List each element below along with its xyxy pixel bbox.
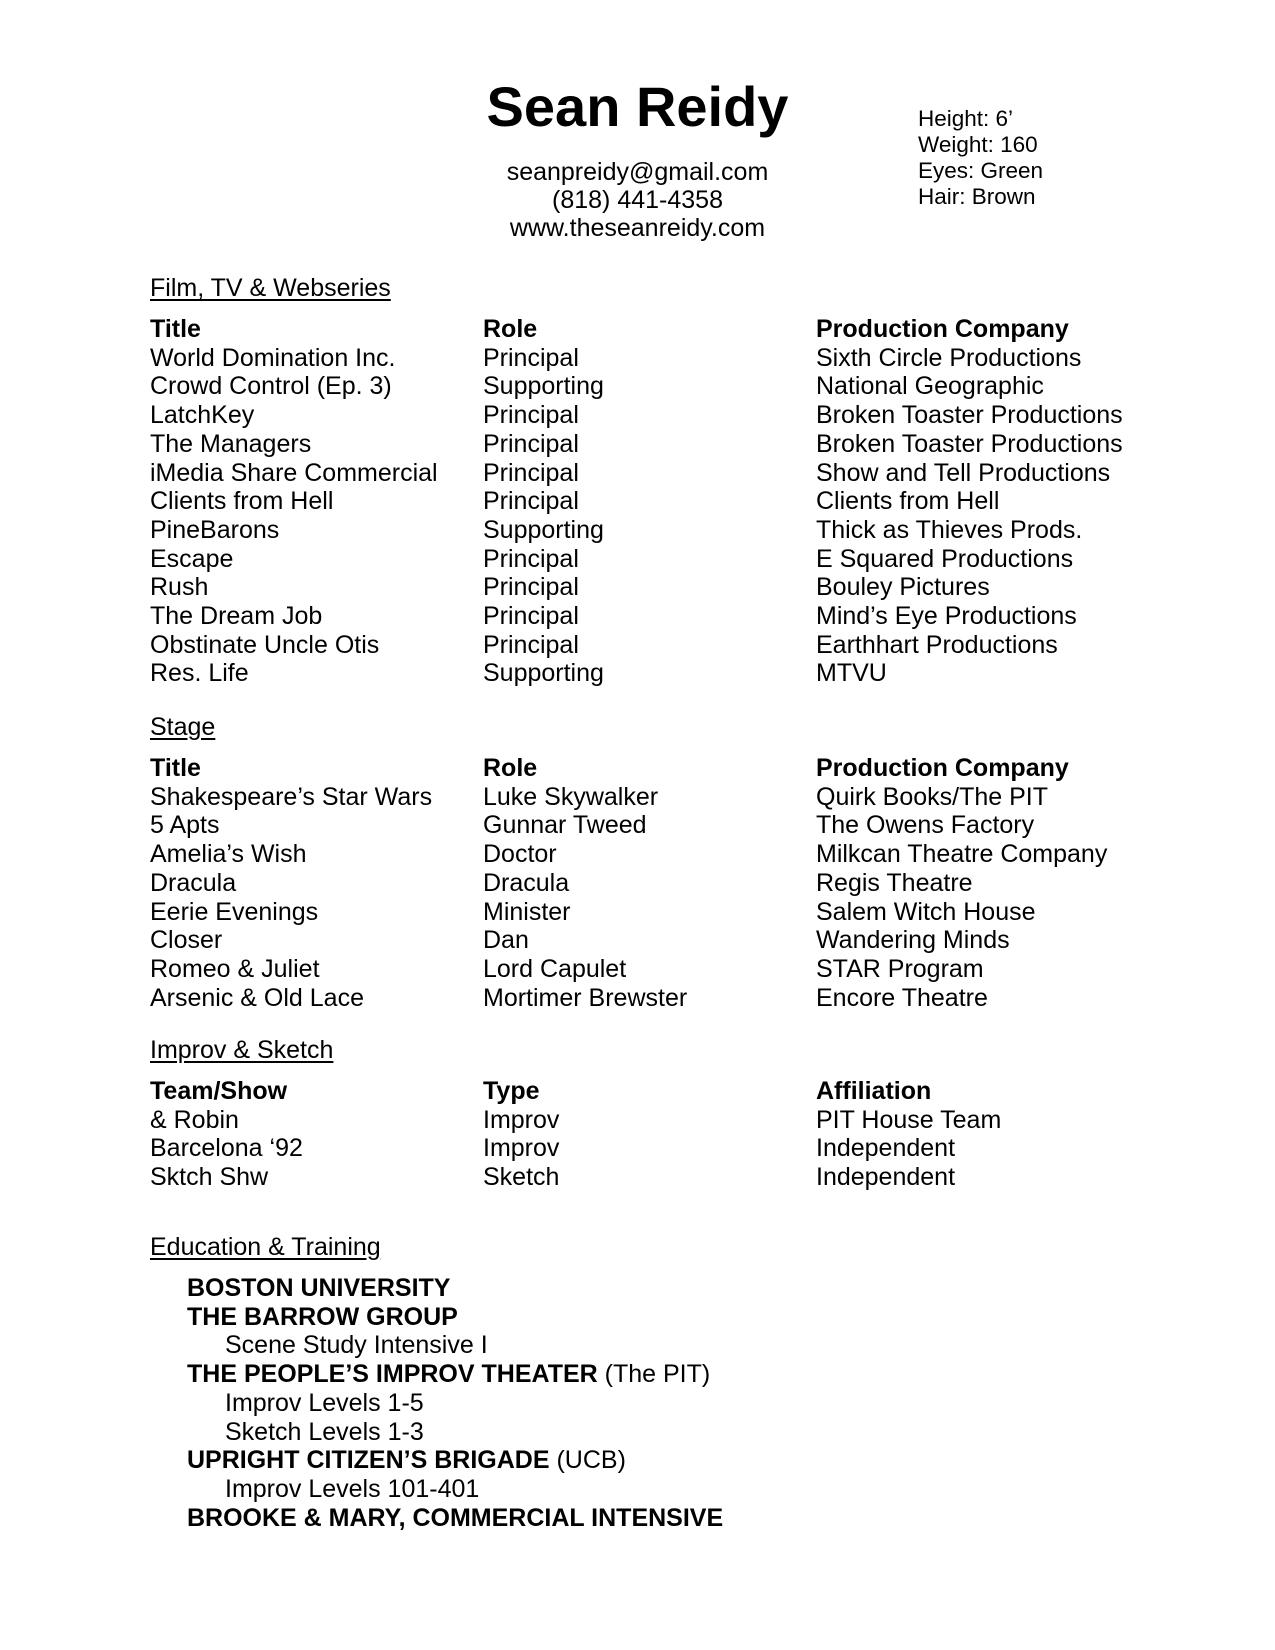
education-line [187, 1475, 723, 1504]
stage-cell: Eerie Evenings [150, 897, 319, 926]
education-detail: Improv Levels 1-5 [225, 1388, 424, 1417]
stage-cell: Romeo & Juliet [150, 954, 320, 983]
stage-cell: Luke Skywalker [483, 782, 659, 811]
film-column-header: Title [150, 315, 201, 343]
education-line [187, 1331, 723, 1360]
film-cell: Clients from Hell [150, 487, 334, 516]
education-institution: THE BARROW GROUP [187, 1302, 458, 1331]
film-col-title [150, 315, 438, 688]
film-cell: E Squared Productions [816, 544, 1074, 573]
improv-cell: PIT House Team [816, 1105, 1002, 1134]
resume-name: Sean Reidy [486, 75, 789, 138]
stat-eyes: Eyes: Green [918, 158, 1044, 183]
education-line [187, 1274, 723, 1303]
stage-cell: Dracula [483, 868, 570, 897]
film-cell: Supporting [483, 659, 604, 688]
film-cell: Principal [483, 401, 579, 430]
film-cell: National Geographic [816, 372, 1044, 401]
stage-cell: The Owens Factory [816, 811, 1035, 840]
film-cell: LatchKey [150, 401, 255, 430]
email: seanpreidy@gmail.com [506, 158, 769, 186]
education-detail: Scene Study Intensive I [225, 1331, 488, 1360]
education-line [187, 1360, 723, 1389]
film-cell: Earthhart Productions [816, 630, 1058, 659]
education-line [187, 1446, 723, 1475]
stage-cell: Dracula [150, 868, 237, 897]
film-column-header: Role [483, 315, 538, 343]
film-cell: Principal [483, 630, 579, 659]
education-detail: Improv Levels 101-401 [225, 1474, 480, 1503]
stat-height: Height: 6’ [918, 106, 1014, 131]
contact-block [0, 158, 1275, 242]
stage-cell: Mortimer Brewster [483, 983, 688, 1012]
film-cell: MTVU [816, 659, 887, 688]
stage-cell: Arsenic & Old Lace [150, 983, 364, 1012]
film-cell: World Domination Inc. [150, 343, 396, 372]
improv-cell: & Robin [150, 1105, 239, 1134]
film-cell: PineBarons [150, 515, 280, 544]
stage-cell: STAR Program [816, 954, 984, 983]
film-col-company [816, 315, 1123, 688]
film-cell: Rush [150, 573, 209, 602]
film-cell: The Managers [150, 429, 312, 458]
film-cell: iMedia Share Commercial [150, 458, 438, 487]
film-cell: Show and Tell Productions [816, 458, 1111, 487]
film-cell: Principal [483, 429, 579, 458]
stage-column-header: Title [150, 754, 201, 782]
stage-cell: Encore Theatre [816, 983, 988, 1012]
film-cell: Bouley Pictures [816, 573, 990, 602]
stage-cell: Lord Capulet [483, 954, 627, 983]
film-cell: Principal [483, 343, 579, 372]
education-institution: BOSTON UNIVERSITY [187, 1274, 451, 1302]
stage-cell: Shakespeare’s Star Wars [150, 782, 433, 811]
stage-cell: Milkcan Theatre Company [816, 840, 1108, 869]
improv-column-header: Type [483, 1077, 540, 1105]
stage-cell: Quirk Books/The PIT [816, 782, 1049, 811]
education-institution: BROOKE & MARY, COMMERCIAL INTENSIVE [187, 1503, 724, 1532]
film-col-role [483, 315, 604, 688]
film-cell: Obstinate Uncle Otis [150, 630, 380, 659]
film-cell: Principal [483, 487, 579, 516]
film-cell: Supporting [483, 372, 604, 401]
stage-cell: Closer [150, 926, 223, 955]
education-line [187, 1389, 723, 1418]
improv-cell: Independent [816, 1163, 956, 1192]
film-cell: Supporting [483, 515, 604, 544]
education-line [187, 1418, 723, 1447]
stage-col-company [816, 754, 1107, 1012]
stage-cell: Minister [483, 897, 571, 926]
film-cell: Clients from Hell [816, 487, 1000, 516]
stage-col-role [483, 754, 687, 1012]
stage-cell: Amelia’s Wish [150, 840, 307, 869]
section-title-education: Education & Training [150, 1233, 381, 1261]
improv-column-header: Affiliation [816, 1077, 932, 1105]
stat-hair: Hair: Brown [918, 184, 1036, 209]
improv-col-affiliation [816, 1077, 1001, 1192]
stage-cell: 5 Apts [150, 811, 220, 840]
improv-cell: Sktch Shw [150, 1163, 269, 1192]
improv-cell: Improv [483, 1134, 560, 1163]
film-cell: Broken Toaster Productions [816, 401, 1123, 430]
stage-column-header: Production Company [816, 754, 1069, 782]
stage-cell: Regis Theatre [816, 868, 973, 897]
section-title-stage: Stage [150, 713, 216, 741]
film-cell: Principal [483, 573, 579, 602]
section-title-film: Film, TV & Webseries [150, 274, 391, 302]
stage-cell: Doctor [483, 840, 557, 869]
film-cell: Mind’s Eye Productions [816, 602, 1077, 631]
stage-col-title [150, 754, 432, 1012]
education-line [187, 1303, 723, 1332]
stage-cell: Wandering Minds [816, 926, 1010, 955]
website: www.theseanreidy.com [509, 214, 766, 242]
film-cell: Broken Toaster Productions [816, 429, 1123, 458]
stage-column-header: Role [483, 754, 538, 782]
improv-cell: Independent [816, 1134, 956, 1163]
film-cell: Principal [483, 458, 579, 487]
education-institution: UPRIGHT CITIZEN’S BRIGADE [187, 1446, 550, 1475]
education-detail: Sketch Levels 1-3 [225, 1417, 424, 1446]
film-column-header: Production Company [816, 315, 1069, 343]
education-list [187, 1274, 723, 1532]
education-line [187, 1504, 723, 1533]
improv-col-type [483, 1077, 559, 1192]
physical-stats [918, 106, 1043, 210]
improv-cell: Improv [483, 1105, 560, 1134]
film-cell: Principal [483, 602, 579, 631]
film-cell: The Dream Job [150, 602, 323, 631]
education-detail: (The PIT) [597, 1360, 711, 1389]
stage-cell: Gunnar Tweed [483, 811, 647, 840]
film-cell: Escape [150, 544, 234, 573]
phone: (818) 441-4358 [552, 186, 723, 214]
film-cell: Thick as Thieves Prods. [816, 515, 1083, 544]
stat-weight: Weight: 160 [918, 132, 1038, 157]
education-detail: (UCB) [549, 1446, 626, 1475]
film-cell: Sixth Circle Productions [816, 343, 1082, 372]
film-cell: Crowd Control (Ep. 3) [150, 372, 392, 401]
film-cell: Res. Life [150, 659, 249, 688]
stage-cell: Salem Witch House [816, 897, 1036, 926]
improv-cell: Barcelona ‘92 [150, 1134, 303, 1163]
stage-cell: Dan [483, 926, 529, 955]
improv-col-team [150, 1077, 303, 1192]
section-title-improv: Improv & Sketch [150, 1036, 334, 1064]
education-institution: THE PEOPLE’S IMPROV THEATER [187, 1360, 598, 1389]
improv-cell: Sketch [483, 1163, 560, 1192]
improv-column-header: Team/Show [150, 1077, 288, 1105]
film-cell: Principal [483, 544, 579, 573]
